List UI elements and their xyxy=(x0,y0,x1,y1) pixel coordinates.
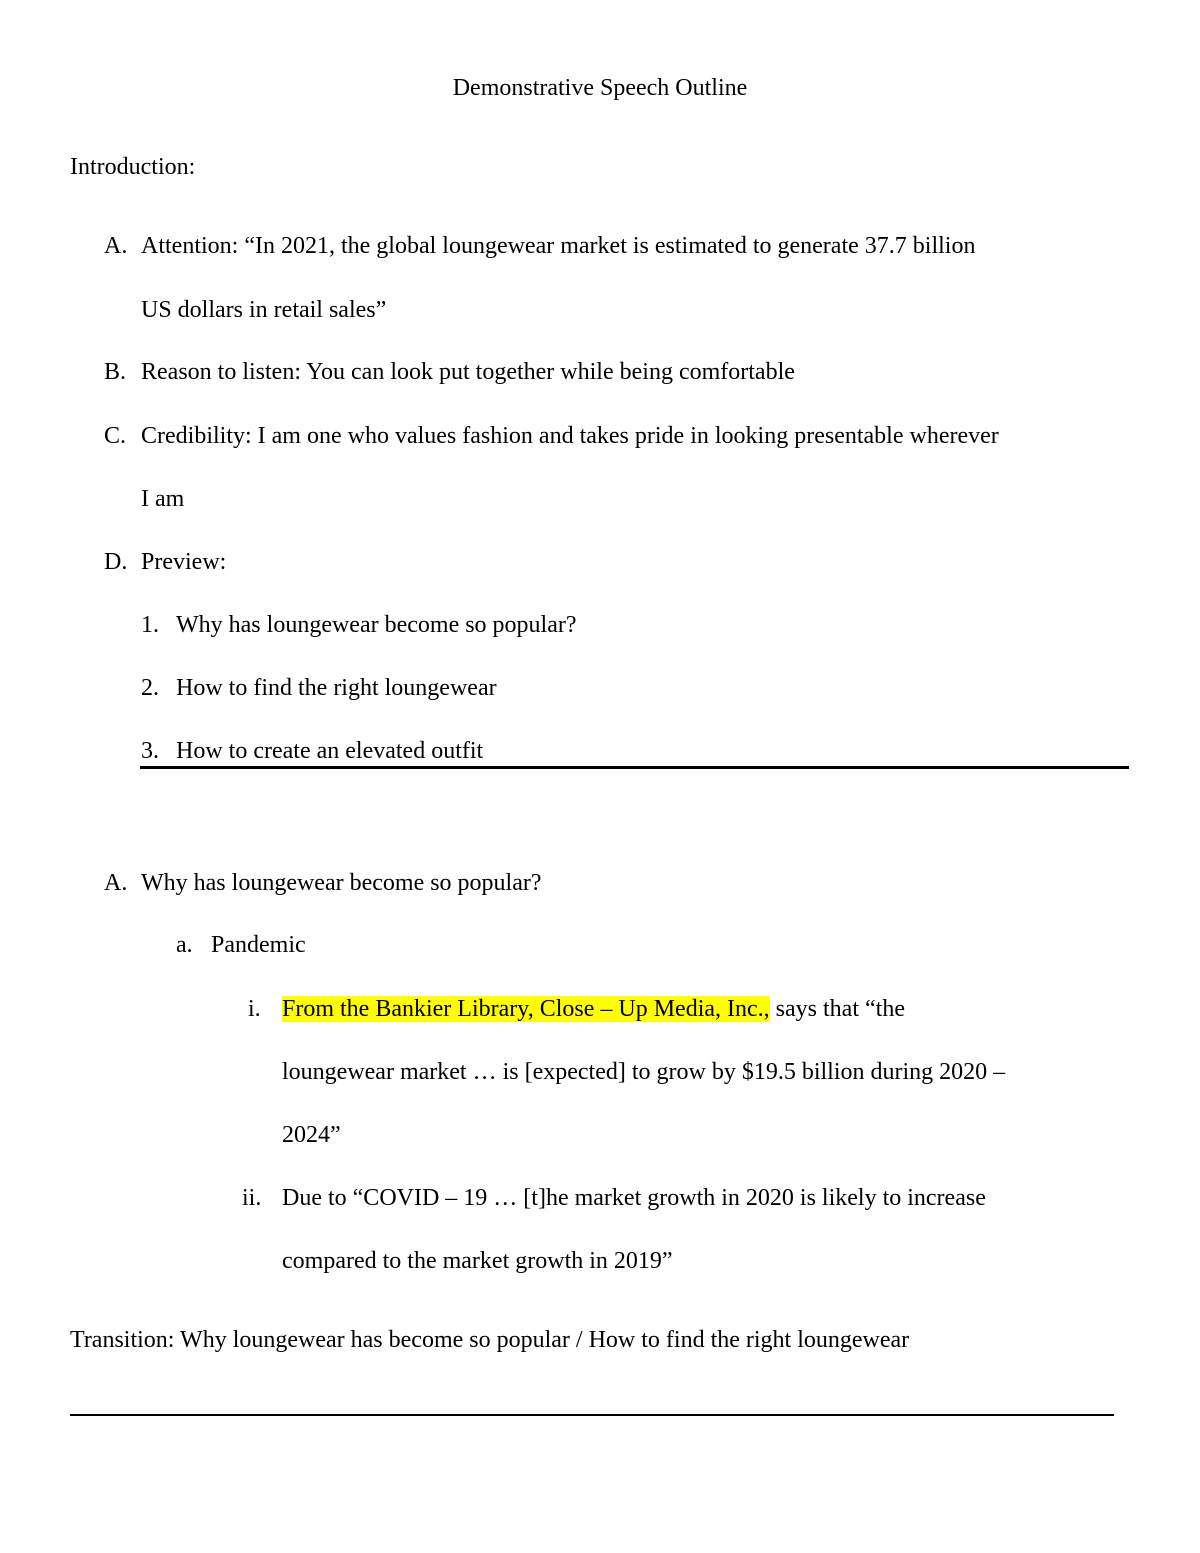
intro-item-c-label: C. xyxy=(104,423,127,449)
transition-text: Transition: Why loungewear has become so popular / How to find the right loungewear xyxy=(70,1327,910,1353)
preview-item-2-text: How to find the right loungewear xyxy=(176,675,497,701)
body-point-a-text: Why has loungewear become so popular? xyxy=(141,870,542,896)
detail-i-text-cont-2: 2024” xyxy=(282,1122,341,1148)
intro-item-b-label: B. xyxy=(104,359,127,385)
highlighted-citation: From the Bankier Library, Close – Up Media, Inc., xyxy=(282,996,770,1022)
detail-ii-label: ii. xyxy=(242,1185,262,1211)
intro-item-b-text: Reason to listen: You can look put together while being comfortable xyxy=(141,359,795,385)
preview-item-3-text: How to create an elevated outfit xyxy=(176,738,484,764)
preview-item-3-label: 3. xyxy=(141,738,159,764)
subpoint-a-label: a. xyxy=(176,932,193,958)
page-title: Demonstrative Speech Outline xyxy=(452,75,748,101)
section-divider-thin xyxy=(70,1414,1114,1416)
intro-item-a-text: Attention: “In 2021, the global loungewear market is estimated to generate 37.7 billion xyxy=(141,233,976,259)
preview-item-2-label: 2. xyxy=(141,675,159,701)
detail-i-text xyxy=(282,994,905,1024)
detail-ii-text-cont: compared to the market growth in 2019” xyxy=(282,1248,673,1274)
intro-item-d-label: D. xyxy=(104,549,128,575)
detail-i-label: i. xyxy=(248,996,261,1022)
detail-i-text-rest: says that “the xyxy=(769,996,905,1022)
intro-item-c-text-cont: I am xyxy=(141,486,185,512)
intro-item-a-text-cont: US dollars in retail sales” xyxy=(141,297,387,323)
detail-i-text-cont: loungewear market … is [expected] to grow by $19.5 billion during 2020 – xyxy=(282,1059,1006,1085)
introduction-heading: Introduction: xyxy=(70,154,196,180)
intro-item-d-text: Preview: xyxy=(141,549,227,575)
body-point-a-label: A. xyxy=(104,870,128,896)
preview-item-1-label: 1. xyxy=(141,612,159,638)
section-divider-thick xyxy=(140,766,1129,769)
detail-ii-text: Due to “COVID – 19 … [t]he market growth in 2020 is likely to increase xyxy=(282,1185,986,1211)
subpoint-a-text: Pandemic xyxy=(211,932,306,958)
intro-item-a-label: A. xyxy=(104,233,128,259)
intro-item-c-text: Credibility: I am one who values fashion and takes pride in looking presentable wherever xyxy=(141,423,999,449)
preview-item-1-text: Why has loungewear become so popular? xyxy=(176,612,577,638)
